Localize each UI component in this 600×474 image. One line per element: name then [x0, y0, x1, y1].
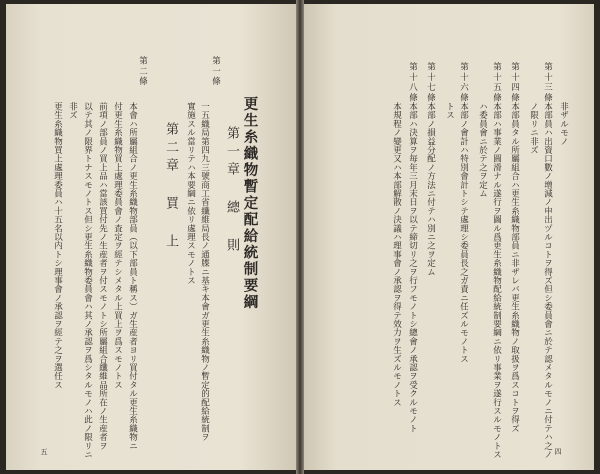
page-number: 四	[554, 448, 562, 455]
article-16-label: 第十六條	[458, 62, 469, 104]
article-15-label: 第十五條	[491, 62, 502, 104]
article-2-line-3: 前項ノ部員ノ買上品ハ當該買付先ノ生産者ヲ付スモノトシ所屬組合纖維品所在ノ生産者ヲ	[97, 102, 108, 450]
article-17-label: 第十七條	[425, 62, 436, 104]
article-17-line-1: 本部ノ損益分配ノ方法ニ付テハ別ニ之ヲ定ム	[425, 102, 436, 276]
article-14-line-1: 本部員タル所屬組合ハ更生糸織物部員ニ非ザレバ更生糸織物ノ取扱ヲ爲スコトヲ得ズ	[509, 102, 520, 433]
article-1-line-2: 實施スル當リテハ本要綱ニ依リ處理スモノトス	[185, 102, 196, 285]
article-18-line-2: 本規程ノ變更又ハ本部解散ノ決議ハ理事會ノ承認ヲ得テ效力ヲ生ズルモノトス	[391, 102, 402, 407]
article-15-line-1: 本部ハ事業ノ圓滑ナル遂行ヲ圖ル爲更生糸織物配給統制要綱ニ依リ事業ヲ遂行スルモノトス	[491, 102, 502, 459]
article-13-line-2: 本部員ハ出資口數ノ增減ノ申出ヅルコトヲ得ズ但シ委員會ニ於テ認メタルモノニ付テハ之ノ	[542, 102, 553, 459]
article-15-line-2: ハ委員會ニ於テ之ヲ定ム	[477, 102, 488, 198]
chapter-1-heading: 第一章 總 則	[224, 126, 239, 256]
article-13-label: 第十三條	[542, 62, 553, 104]
article-13-line-1: 非ザルモノ	[558, 102, 569, 146]
article-13-line-3: ノ限リニ非ズ	[528, 102, 539, 155]
article-18-label: 第十八條	[407, 62, 418, 104]
document-title: 更生糸織物暫定配給統制要綱	[241, 96, 259, 311]
article-1-line-1: 一五織局第四九三號商工省纖維局長ノ通牒ニ基キ本會ガ更生糸織物ノ暫定的配給統制ヲ	[199, 102, 210, 442]
page-number: 五	[40, 448, 48, 455]
article-2-line-4: 以テ其ノ限界トナスモノトス但シ更生糸織物委員會ハ其ノ承認ヲ爲シタルモノハ此ノ限リニ	[82, 102, 93, 459]
book-gutter	[296, 0, 304, 474]
left-page	[6, 4, 298, 470]
article-2-label: 第二條	[137, 56, 148, 87]
article-2-line-2: 付更生糸織物買上處理委員會ノ査定ヲ經テシメタル上買上ヲ爲スモノトス	[112, 102, 123, 390]
article-2-line-6: 更生糸織物買上處理委員ハ十五名以内トシ理事會ノ承認ヲ經テ之ヲ選任ス	[52, 102, 63, 390]
article-16-line-1: 本部ノ會計ハ特別會計トシテ處理シ委員長之ガ責ニ任ズルモノトス	[458, 102, 469, 363]
article-14-label: 第十四條	[509, 62, 520, 104]
article-18-line-1: 本部ハ決算ヲ毎年三月末日ヲ以テ締切リ之ヲ行フモノトシ總會ノ承認ヲ受クルモノト	[407, 102, 418, 433]
article-2-line-5: 非ズ	[67, 102, 78, 120]
article-16-line-2: トス	[444, 102, 455, 120]
article-2-line-1: 本會ハ所屬組合ノ更生糸織物部員（以下部員ト稱ス）ガ生産者ヨリ買付タル更生糸織物ニ	[127, 102, 138, 450]
article-1-label: 第一條	[210, 56, 221, 87]
right-page	[302, 4, 594, 470]
chapter-2-heading: 第二章 買 上	[163, 122, 178, 252]
